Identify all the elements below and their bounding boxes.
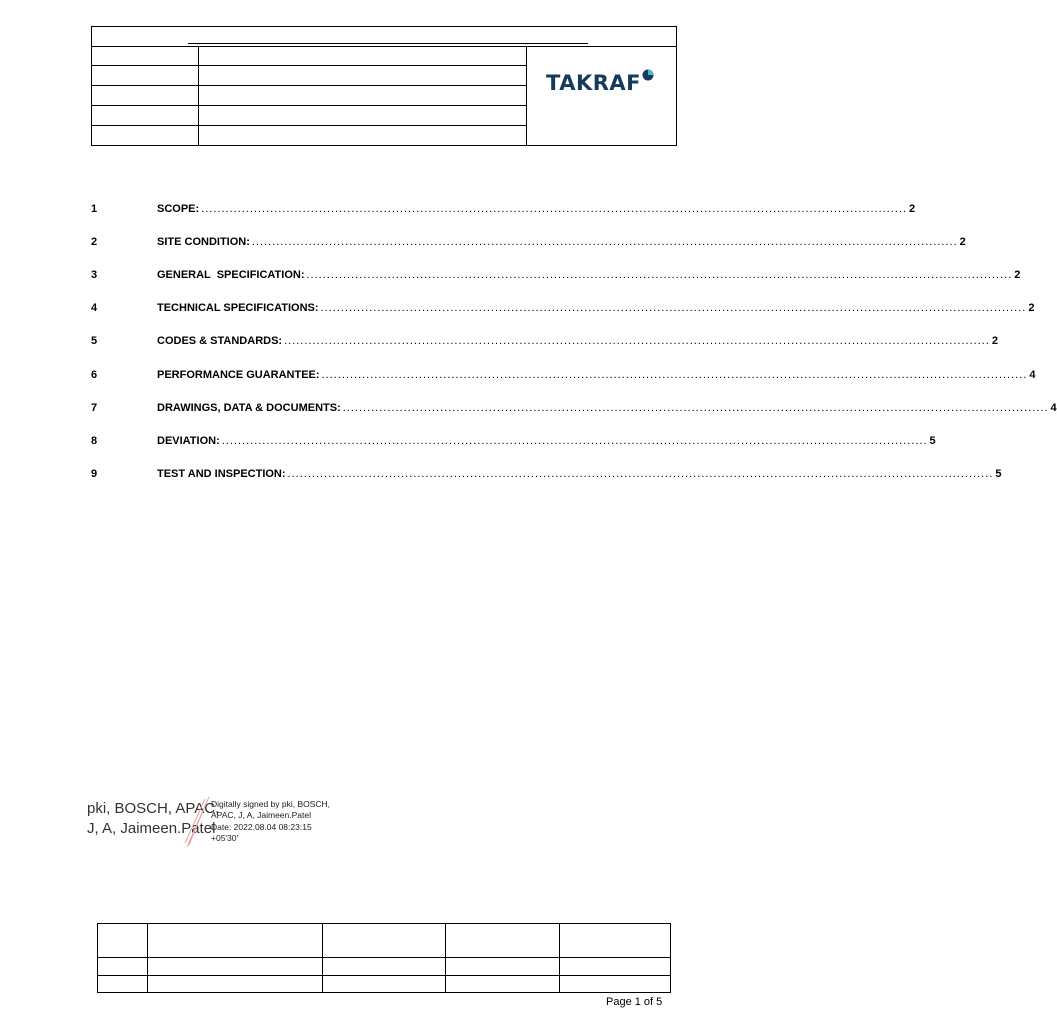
toc-entry[interactable]	[91, 369, 1036, 387]
toc-number: 3	[91, 269, 98, 281]
toc-title: TECHNICAL SPECIFICATIONS:	[157, 302, 319, 314]
toc-leader: ..............................................................................................................................................................................	[284, 335, 990, 347]
logo-wordmark: TAKRAF	[546, 71, 641, 95]
toc-leader: ..............................................................................................................................................................................	[287, 468, 994, 480]
toc-title: SCOPE:	[157, 203, 200, 215]
toc-number: 7	[91, 402, 98, 414]
toc-leader: ..............................................................................................................................................................................	[221, 435, 928, 447]
header-title-row	[92, 27, 676, 47]
toc-page: 2	[959, 236, 966, 248]
toc-number: 6	[91, 369, 98, 381]
toc-entry[interactable]	[91, 335, 998, 353]
toc-page: 2	[1014, 269, 1021, 281]
signer-name-line: pki, BOSCH, APAC,	[87, 800, 220, 817]
table-column-divider	[445, 924, 446, 992]
signature-detail: +05'30'	[211, 833, 239, 843]
signature-detail: Date: 2022.08.04 08:23:15	[211, 822, 312, 832]
toc-number: 5	[91, 335, 98, 347]
toc-number: 2	[91, 236, 98, 248]
table-column-divider	[322, 924, 323, 992]
toc-leader: ..............................................................................................................................................................................	[342, 402, 1049, 414]
toc-leader: ..............................................................................................................................................................................	[201, 203, 907, 215]
toc-entry[interactable]	[91, 236, 966, 254]
toc-title: CODES & STANDARDS:	[157, 335, 283, 347]
toc-number: 1	[91, 203, 98, 215]
signature-detail: APAC, J, A, Jaimeen.Patel	[211, 810, 311, 820]
toc-page: 5	[995, 468, 1002, 480]
header-info-row	[92, 66, 527, 86]
toc-page: 2	[991, 335, 998, 347]
header-info-row	[92, 46, 527, 66]
toc-title: DEVIATION:	[157, 435, 220, 447]
page-number: Page 1 of 5	[606, 996, 663, 1008]
header-info-row	[92, 106, 527, 126]
toc-leader: ..............................................................................................................................................................................	[251, 236, 958, 248]
toc-page: 2	[908, 203, 916, 215]
header-info-row	[92, 126, 527, 146]
signature-detail: Digitally signed by pki, BOSCH,	[211, 799, 331, 809]
table-column-divider	[559, 924, 560, 992]
header-info-grid	[92, 46, 527, 146]
toc-number: 4	[91, 302, 98, 314]
document-header-table	[91, 26, 677, 146]
logo-mark-icon	[642, 69, 654, 81]
toc-title: SITE CONDITION:	[157, 236, 250, 248]
toc-title: GENERAL SPECIFICATION:	[157, 269, 305, 281]
toc-entry[interactable]	[91, 435, 936, 453]
toc-number: 8	[91, 435, 98, 447]
toc-leader: ..............................................................................................................................................................................	[306, 269, 1013, 281]
toc-entry[interactable]	[91, 269, 1021, 287]
revision-table	[97, 923, 671, 993]
digital-signature	[87, 795, 347, 855]
table-column-divider	[147, 924, 148, 992]
header-info-row	[92, 86, 527, 106]
toc-entry[interactable]	[91, 302, 1035, 320]
toc-entry[interactable]	[91, 402, 1057, 420]
header-column-divider	[526, 46, 527, 146]
header-title-underline	[188, 43, 588, 44]
toc-page: 2	[1028, 302, 1035, 314]
toc-title: PERFORMANCE GUARANTEE:	[157, 369, 320, 381]
table-row-divider	[98, 957, 670, 958]
toc-number: 9	[91, 468, 98, 480]
toc-leader: ..............................................................................................................................................................................	[321, 369, 1028, 381]
company-logo	[546, 69, 654, 99]
toc-page: 5	[929, 435, 936, 447]
toc-page: 4	[1050, 402, 1057, 414]
header-column-divider	[198, 46, 199, 146]
toc-title: TEST AND INSPECTION:	[157, 468, 286, 480]
toc-entry[interactable]	[91, 203, 916, 221]
toc-page: 4	[1029, 369, 1036, 381]
signer-name-line: J, A, Jaimeen.Patel	[87, 820, 216, 837]
toc-leader: ..............................................................................................................................................................................	[320, 302, 1027, 314]
table-row-divider	[98, 975, 670, 976]
signature-check-icon	[183, 795, 213, 849]
toc-entry[interactable]	[91, 468, 1002, 486]
toc-title: DRAWINGS, DATA & DOCUMENTS:	[157, 402, 341, 414]
